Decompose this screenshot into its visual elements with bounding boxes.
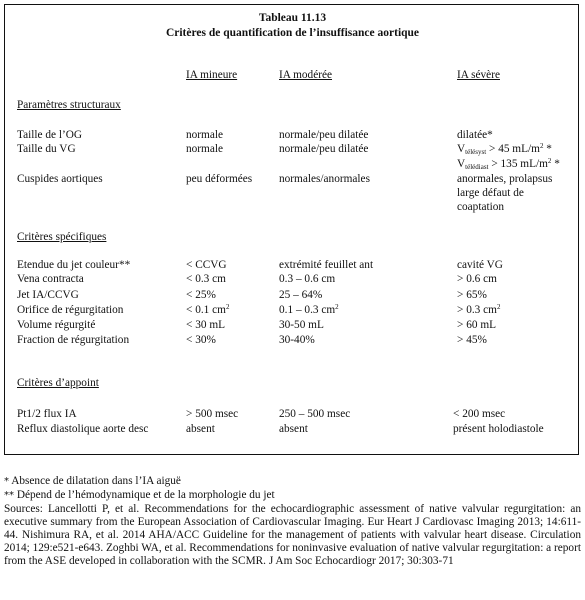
- footnote-1: * Absence de dilatation dans l’IA aiguë: [4, 475, 181, 487]
- cell-orifice-severe: > 0.3 $cm^2$: [457, 303, 501, 316]
- table-subtitle: Critères de quantification de l’insuffisance aortique: [165, 27, 420, 39]
- cell-volume-moderate: 30-50 mL: [279, 319, 324, 331]
- cell-cusps-severe-line2: large défaut de: [457, 187, 524, 199]
- cell-vg-mild: normale: [186, 143, 224, 155]
- cell-volume-mild: < 30 mL: [186, 319, 226, 331]
- row-label-vg: Taille du VG: [17, 143, 76, 155]
- cell-orifice-mild: < 0.1 $cm^2$: [186, 303, 230, 316]
- cell-pt-severe: < 200 msec: [453, 408, 506, 420]
- cell-vg-severe-diastolic: $V_{télédiast} > 135$ $mL/m^2$ *: [457, 157, 560, 171]
- footnote-2: ** Dépend de l’hémodynamique et de la morphologie du jet: [4, 489, 275, 501]
- section-heading-supporting: Critères d’appoint: [17, 377, 99, 389]
- cell-cusps-severe-line3: coaptation: [457, 201, 505, 213]
- cell-pt-mild: > 500 msec: [186, 408, 239, 420]
- cell-jet-severe: cavité VG: [457, 259, 503, 271]
- cell-vg-severe-systolic: $V_{télésyst} > 45$ $mL/m^2$ *: [457, 142, 552, 156]
- header-moderate: IA modérée: [279, 69, 333, 81]
- cell-og-mild: normale: [186, 129, 224, 141]
- cell-jet-ratio-severe: > 65%: [457, 289, 487, 301]
- cell-vc-moderate: 0.3 – 0.6 cm: [279, 273, 336, 285]
- row-label-fraction: Fraction de régurgitation: [17, 334, 130, 346]
- row-label-jet-ratio: Jet IA/CCVG: [17, 289, 79, 301]
- cell-reflux-severe: présent holodiastole: [453, 423, 544, 435]
- cell-jet-ratio-moderate: 25 – 64%: [279, 289, 323, 301]
- row-label-jet: Etendue du jet couleur**: [17, 259, 131, 271]
- row-label-pt: Pt1/2 flux IA: [17, 408, 77, 420]
- cell-jet-moderate: extrémité feuillet ant: [279, 259, 374, 271]
- cell-jet-mild: < CCVG: [186, 259, 227, 271]
- cell-orifice-moderate: 0.1 – 0.3 $cm^2$: [279, 303, 339, 316]
- criteria-table: [4, 4, 579, 455]
- cell-fraction-moderate: 30-40%: [279, 334, 315, 346]
- cell-og-moderate: normale/peu dilatée: [279, 129, 369, 141]
- header-mild: IA mineure: [186, 69, 238, 81]
- cell-pt-moderate: 250 – 500 msec: [279, 408, 351, 420]
- cell-fraction-severe: > 45%: [457, 334, 487, 346]
- cell-vc-mild: < 0.3 cm: [186, 273, 226, 285]
- cell-vg-moderate: normale/peu dilatée: [279, 143, 369, 155]
- cell-reflux-mild: absent: [186, 423, 215, 435]
- cell-reflux-moderate: absent: [279, 423, 308, 435]
- cell-fraction-mild: < 30%: [186, 334, 216, 346]
- cell-jet-ratio-mild: < 25%: [186, 289, 216, 301]
- row-label-volume: Volume régurgité: [17, 319, 96, 331]
- table-title: Tableau 11.13: [258, 12, 327, 24]
- row-label-vena-contracta: Vena contracta: [17, 273, 84, 285]
- cell-vc-severe: > 0.6 cm: [457, 273, 497, 285]
- section-heading-specific: Critères spécifiques: [17, 231, 107, 243]
- header-severe: IA sévère: [457, 69, 500, 81]
- row-label-cusps: Cuspides aortiques: [17, 173, 103, 185]
- cell-volume-severe: > 60 mL: [457, 319, 497, 331]
- cell-cusps-mild: peu déformées: [186, 173, 253, 185]
- section-heading-structural: Paramètres structuraux: [17, 99, 121, 111]
- cell-cusps-moderate: normales/anormales: [279, 173, 370, 185]
- cell-og-severe: dilatée*: [457, 129, 493, 141]
- row-label-reflux: Reflux diastolique aorte desc: [17, 423, 149, 435]
- row-label-orifice: Orifice de régurgitation: [17, 304, 124, 316]
- row-label-og: Taille de l’OG: [17, 129, 83, 141]
- sources-paragraph: Sources: Lancellotti P, et al. Recommendations for the echocardiographic assessment of native valvular regurgitation: an executive summary from the European Association of Cardiovascular Imaging. Eur Heart J Cardiovasc Imaging 2013; 14:611-44. Nishimura RA, et al. 2014 AHA/ACC Guideline for the management of patients with valvular heart disease. Circulation 2014; 129:e521-e643. Zoghbi WA, et al. Recommendations for noninvasive evaluation of native valvular regurgitation: a report from the ASE developed in collaboration with the SCMR. J Am Soc Echocardiogr 2017; 30:303-71: [4, 503, 581, 567]
- cell-cusps-severe-line1: anormales, prolapsus: [457, 173, 553, 185]
